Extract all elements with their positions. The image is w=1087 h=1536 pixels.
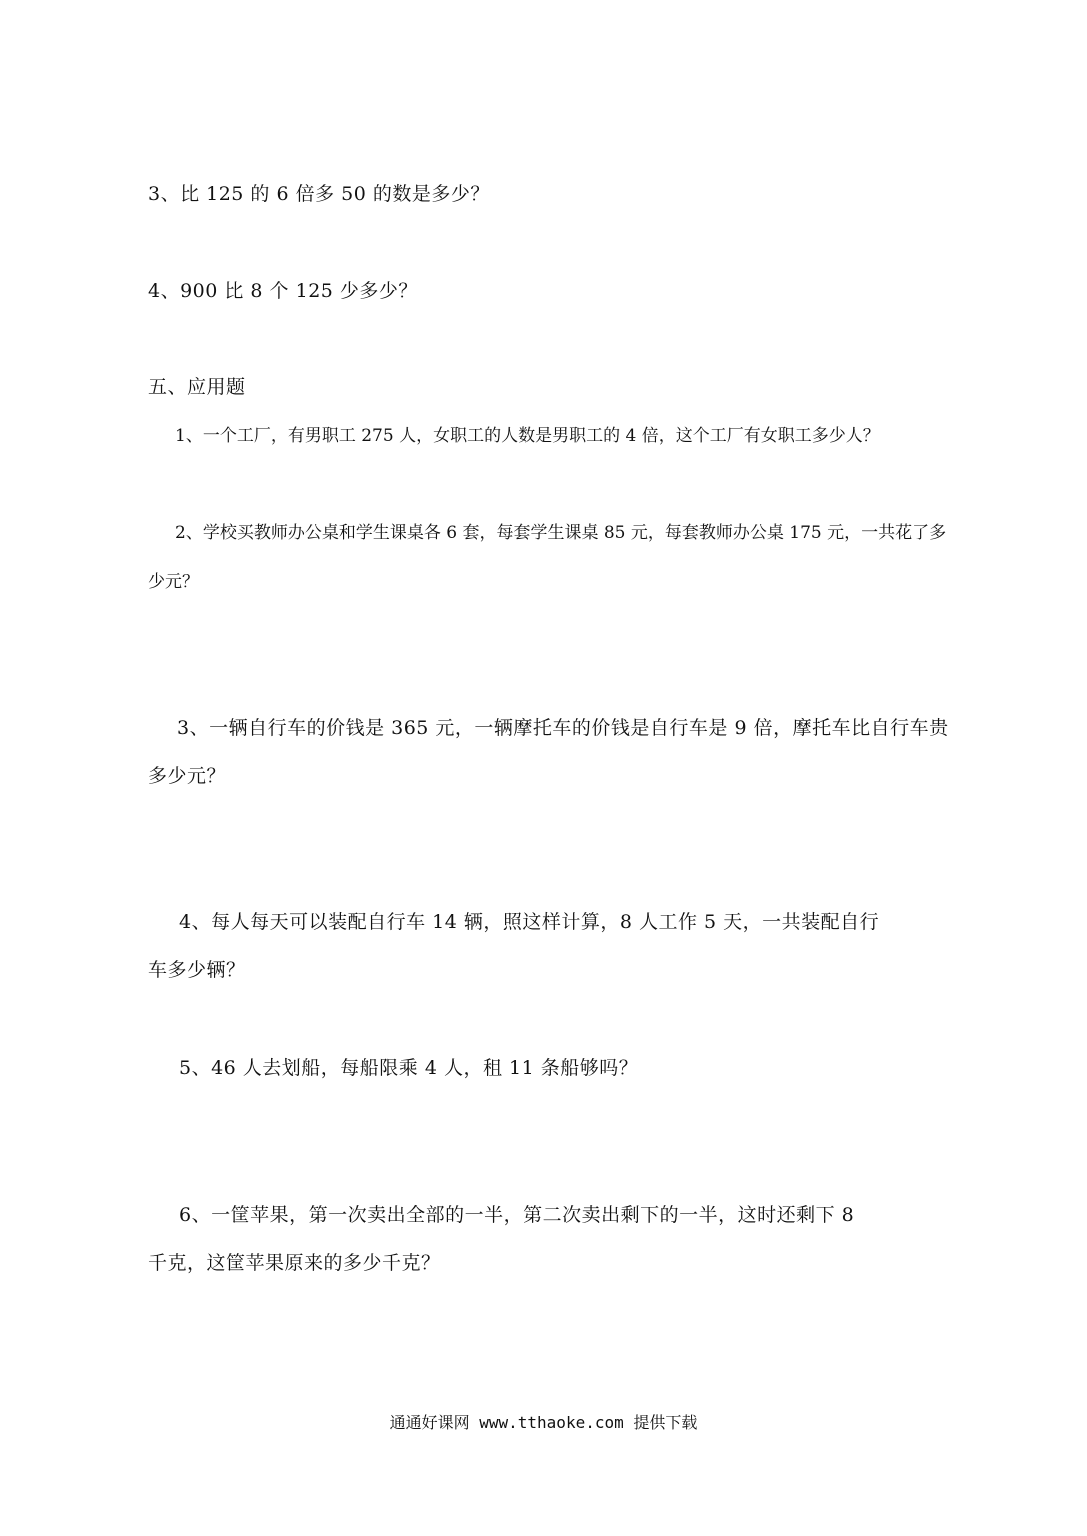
question-3: 3、比 125 的 6 倍多 50 的数是多少？ bbox=[148, 183, 490, 205]
problem-4-line-2: 车多少辆？ bbox=[148, 959, 246, 981]
question-4: 4、900 比 8 个 125 少多少？ bbox=[148, 280, 418, 302]
problem-3-line-1: 3、一辆自行车的价钱是 365 元，一辆摩托车的价钱是自行车是 9 倍，摩托车比自行车贵 bbox=[177, 717, 949, 739]
problem-5: 5、46 人去划船，每船限乘 4 人，租 11 条船够吗？ bbox=[179, 1057, 639, 1079]
footer-credit: 通通好课网 www.tthaoke.com 提供下载 bbox=[389, 1413, 698, 1432]
problem-1: 1、一个工厂，有男职工 275 人，女职工的人数是男职工的 4 倍，这个工厂有女职工多少人？ bbox=[175, 426, 880, 446]
section-title: 五、应用题 bbox=[148, 376, 246, 398]
problem-6-line-2: 千克，这筐苹果原来的多少千克？ bbox=[148, 1252, 441, 1274]
problem-3-line-2: 多少元？ bbox=[148, 765, 227, 787]
problem-2-line-2: 少元？ bbox=[148, 572, 199, 592]
problem-2-line-1: 2、学校买教师办公桌和学生课桌各 6 套，每套学生课桌 85 元，每套教师办公桌 175 元，一共花了多 bbox=[175, 523, 947, 543]
problem-6-line-1: 6、一筐苹果，第一次卖出全部的一半，第二次卖出剩下的一半，这时还剩下 8 bbox=[179, 1204, 855, 1226]
problem-4-line-1: 4、每人每天可以装配自行车 14 辆，照这样计算，8 人工作 5 天，一共装配自行 bbox=[179, 911, 880, 933]
